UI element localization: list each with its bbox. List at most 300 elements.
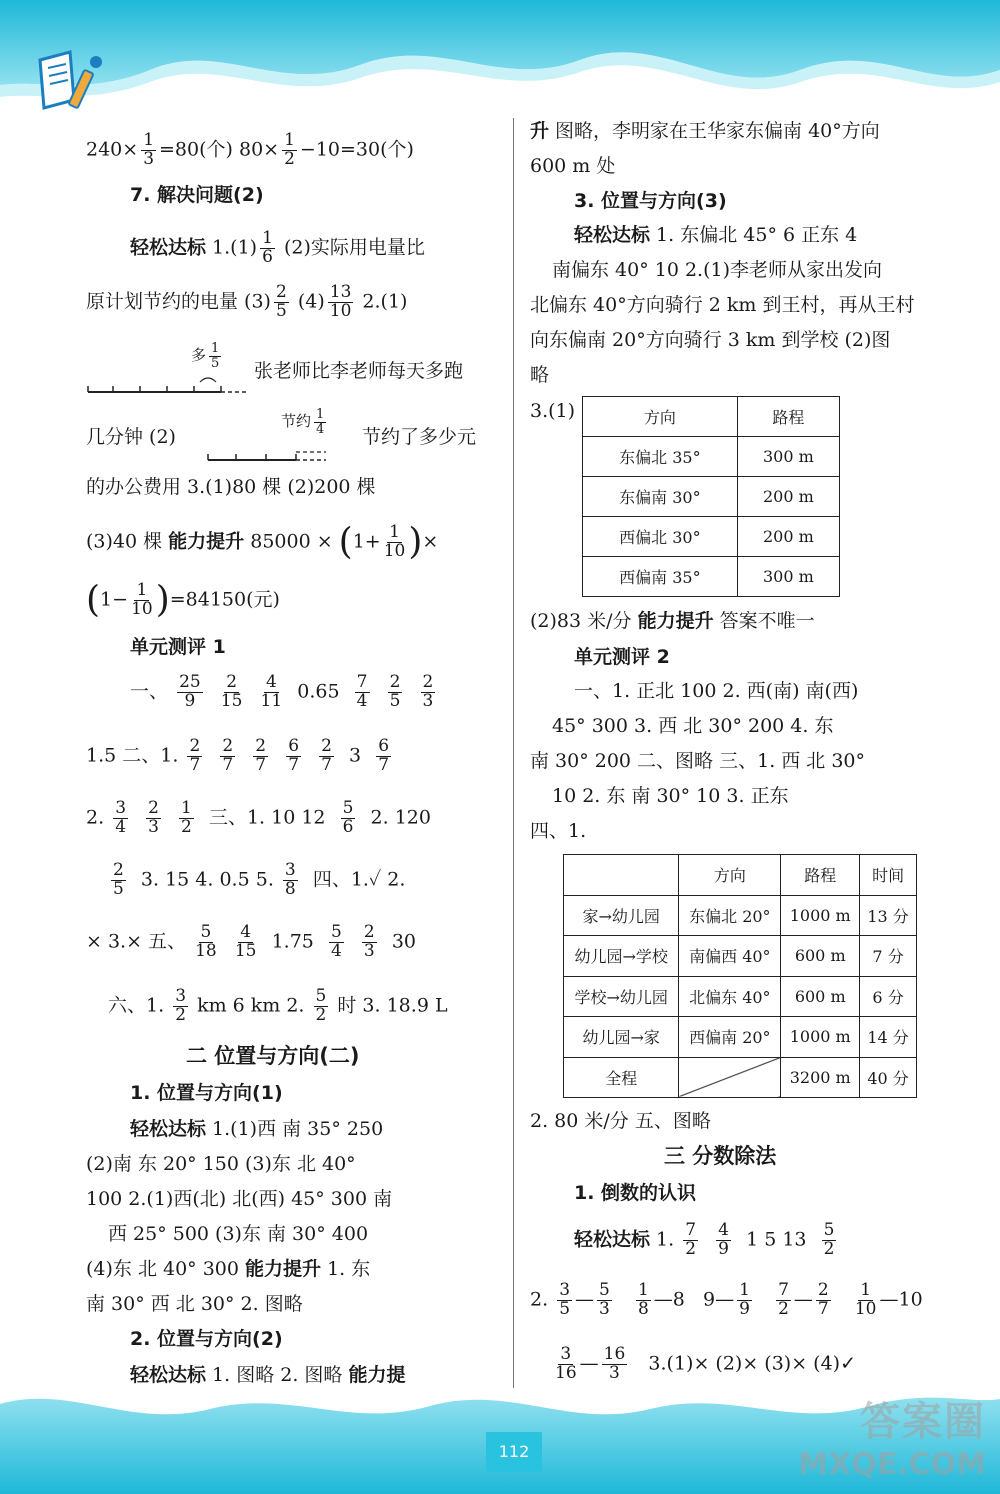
numerator: 1	[143, 130, 155, 150]
text: (2)实际用电量比	[277, 236, 425, 259]
table-cell: 全程	[564, 1057, 679, 1098]
text: −10=30(个)	[299, 138, 414, 161]
table-row	[583, 517, 840, 557]
numerator: 25	[179, 672, 201, 692]
fraction	[314, 408, 326, 436]
denominator: 15	[234, 940, 257, 961]
label-easy: 轻松达标	[130, 1364, 207, 1386]
label-easy: 轻松达标	[130, 1118, 207, 1140]
table-header-cell: 路程	[737, 397, 839, 437]
direction-distance-table	[582, 396, 840, 597]
text: 10	[898, 1288, 923, 1311]
fraction	[822, 1222, 837, 1259]
chapter-title: 二 位置与方向(二)	[186, 1044, 360, 1068]
denominator: 5	[275, 300, 287, 321]
route-table	[563, 854, 917, 1098]
fraction	[716, 1222, 731, 1259]
numerator: 2	[321, 736, 332, 756]
table-cell: 3200 m	[781, 1057, 860, 1098]
numerator: 1	[389, 522, 400, 542]
table-body	[583, 397, 840, 597]
denominator: 9	[718, 1238, 729, 1259]
answer-text: 向东偏南 20°方向骑行 3 km 到学校 (2)图	[530, 329, 891, 351]
chapter-title: 三 分数除法	[664, 1144, 777, 1168]
table-header-cell: 时间	[860, 855, 917, 896]
text: 85000 ×	[244, 530, 339, 553]
text: 1.(1)	[206, 236, 258, 259]
text: 3.(1)× (2)× (3)× (4)✓	[648, 1352, 856, 1375]
numerator: 7	[685, 1220, 697, 1240]
fraction	[195, 924, 217, 961]
section-title: 1. 位置与方向(1)	[130, 1082, 283, 1104]
numerator: 2	[275, 282, 287, 302]
answer-line	[86, 1260, 370, 1279]
answer-line	[130, 674, 438, 711]
text: 时 3. 18.9 L	[337, 994, 448, 1017]
book-pencil-icon	[30, 40, 110, 120]
fraction	[329, 924, 344, 961]
label-advanced: 能力提升	[168, 530, 245, 553]
line-diagram-1	[86, 342, 246, 402]
text: 2. 120	[370, 806, 431, 829]
denominator: 4	[356, 690, 368, 711]
answer-line	[86, 924, 416, 961]
denominator: 9	[739, 1298, 750, 1319]
table-header-cell: 方向	[679, 855, 781, 896]
fraction	[376, 738, 391, 775]
denominator: 6	[342, 816, 354, 837]
text: 30	[391, 930, 417, 953]
fraction	[260, 230, 275, 267]
denominator: 5	[211, 355, 220, 371]
numerator: 3	[284, 860, 296, 880]
text: 六、1.	[108, 994, 165, 1017]
text: 节约	[281, 412, 312, 431]
table-row	[583, 477, 840, 517]
table-cell: 1000 m	[781, 895, 860, 936]
text: 2.(1)	[356, 290, 408, 313]
section-title: 7. 解决问题(2)	[130, 184, 264, 206]
line-diagram-2	[206, 408, 346, 468]
numerator: 6	[288, 736, 300, 756]
answer-text: 南 30° 西 北 30° 2. 图略	[86, 1293, 303, 1315]
top-wave-banner	[0, 0, 1000, 130]
fraction	[319, 738, 334, 775]
table-cell: 13 分	[860, 895, 917, 936]
fraction	[384, 524, 406, 561]
fraction	[737, 1282, 752, 1319]
denominator: 8	[284, 878, 296, 899]
table-cell	[679, 1057, 781, 1098]
text: 9	[703, 1288, 716, 1311]
denominator: 15	[220, 690, 243, 711]
label-advanced: 升	[530, 120, 550, 142]
answer-text: 一、1. 正北 100 2. 西(南) 南(西)	[574, 680, 859, 702]
label-easy: 轻松达标	[574, 224, 651, 246]
fraction	[261, 674, 283, 711]
fraction	[314, 988, 329, 1025]
denominator: 18	[195, 940, 217, 961]
numerator: 1	[262, 228, 273, 248]
numerator: 5	[315, 986, 327, 1006]
table-cell: 600 m	[781, 976, 860, 1017]
table-row	[564, 1017, 917, 1058]
text: (2)83 米/分	[530, 610, 638, 632]
table-cell: 西偏南 20°	[679, 1017, 781, 1058]
numerator: 1	[181, 798, 192, 818]
denominator: 7	[288, 754, 300, 775]
answer-text: 3.(1)	[530, 400, 576, 422]
watermark	[798, 1390, 986, 1482]
table-cell: 1000 m	[781, 1017, 860, 1058]
table-cell: 家→幼儿园	[564, 895, 679, 936]
segment-line	[86, 370, 246, 400]
answer-text: 45° 300 3. 西 北 30° 200 4. 东	[552, 715, 834, 737]
fraction	[557, 1282, 572, 1319]
text: 原计划节约的电量 (3)	[86, 290, 271, 313]
fraction	[286, 738, 301, 775]
text: 1. 东偏北 45° 6 正东 4	[650, 224, 858, 246]
text: ×	[422, 530, 439, 553]
numerator: 5	[200, 922, 212, 942]
fraction	[421, 674, 436, 711]
fraction	[146, 800, 161, 837]
numerator: 1	[637, 1280, 649, 1300]
table-cell: 300 m	[737, 557, 839, 597]
fraction	[179, 800, 194, 837]
table-header-cell: 方向	[583, 397, 738, 437]
denominator: 4	[115, 816, 127, 837]
label-advanced: 能力提升	[637, 610, 714, 632]
fraction	[816, 1282, 831, 1319]
fraction	[187, 738, 202, 775]
numerator: 5	[330, 922, 342, 942]
numerator: 1	[211, 341, 220, 356]
answer-text: 北偏东 40°方向骑行 2 km 到王村，再从王村	[530, 294, 915, 316]
numerator: 1	[136, 580, 148, 600]
answer-text: 几分钟 (2)	[86, 426, 176, 448]
table-row	[564, 936, 917, 977]
fraction	[177, 674, 203, 711]
table-header-row	[564, 855, 917, 896]
denominator: 3	[143, 148, 155, 169]
denominator: 5	[559, 1298, 571, 1319]
watermark-line: MXQE.COM	[798, 1447, 986, 1482]
answer-text: 600 m 处	[530, 155, 616, 177]
denominator: 7	[321, 754, 332, 775]
denominator: 7	[378, 754, 390, 775]
numerator: 1	[316, 407, 325, 422]
page-number: 112	[486, 1432, 542, 1472]
denominator: 16	[555, 1362, 577, 1383]
answer-line	[86, 800, 431, 837]
denominator: 2	[315, 1004, 327, 1025]
denominator: 2	[778, 1298, 789, 1319]
numerator: 3	[559, 1280, 571, 1300]
numerator: 2	[817, 1280, 829, 1300]
table-cell: 6 分	[860, 976, 917, 1017]
fraction	[235, 924, 257, 961]
answer-text: 南 30° 200 二、图略 三、1. 西 北 30°	[530, 750, 866, 772]
text: 答案不唯一	[713, 610, 815, 632]
answer-text: 10 2. 东 南 30° 10 3. 正东	[552, 785, 789, 807]
text: 1.	[650, 1228, 675, 1251]
denominator: 10	[854, 1298, 877, 1319]
fraction	[253, 738, 268, 775]
denominator: 3	[599, 1298, 610, 1319]
numerator: 2	[222, 736, 234, 756]
text: 1.(1)西 南 35° 250	[206, 1118, 384, 1140]
denominator: 4	[316, 421, 325, 437]
answer-line: $\frac{3}{16}$ — $\frac{16}{3}$ 3.(1)× (2)× (3)× (4)✓	[555, 1344, 856, 1383]
answer-text: 西 25° 500 (3)东 南 30° 400	[108, 1223, 369, 1245]
watermark-line: 答案圈	[860, 1399, 986, 1445]
answer-line	[574, 226, 857, 245]
unit-test-title: 单元测评 1	[130, 636, 226, 658]
section-title: 3. 位置与方向(3)	[574, 190, 727, 212]
answer-line	[574, 1222, 839, 1259]
numerator: 5	[823, 1220, 835, 1240]
table-header-cell: 路程	[781, 855, 860, 896]
fraction	[131, 582, 153, 619]
denominator: 4	[330, 940, 342, 961]
fraction	[141, 132, 156, 169]
text: (4)东 北 40° 300	[86, 1258, 246, 1280]
numerator: 3	[115, 798, 127, 818]
fraction	[855, 1282, 877, 1319]
answer-text: 的办公费用 3.(1)80 棵 (2)200 棵	[86, 476, 376, 498]
label-advanced: 能力提升	[245, 1258, 322, 1280]
text: 多	[191, 346, 207, 365]
text: km 6 km 2.	[197, 994, 305, 1017]
numerator: 6	[378, 736, 390, 756]
table-row	[564, 976, 917, 1017]
text: (3)40 棵	[86, 530, 169, 553]
answer-line: (3)40 棵 能力提升 85000 × (1+ $\frac{1}{10}$ )×	[86, 521, 439, 563]
denominator: 3	[148, 816, 159, 837]
text: (4)	[291, 290, 325, 313]
answer-line	[86, 132, 414, 169]
fraction	[221, 674, 243, 711]
text: 1. 图略 2. 图略	[206, 1364, 349, 1386]
answer-line	[86, 579, 280, 621]
answer-line	[130, 230, 425, 267]
numerator: 2	[189, 736, 201, 756]
denominator: 5	[389, 690, 401, 711]
text: 3	[349, 744, 362, 767]
fraction	[597, 1282, 612, 1319]
table-cell: 东偏北 20°	[679, 895, 781, 936]
table-cell: 幼儿园→学校	[564, 936, 679, 977]
fraction	[113, 800, 128, 837]
numerator: 2	[113, 860, 124, 880]
table-header-row	[583, 397, 840, 437]
numerator: 2	[422, 672, 434, 692]
answer-text: 张老师比李老师每天多跑	[254, 360, 464, 382]
table-cell: 南偏西 40°	[679, 936, 781, 977]
section-title: 2. 位置与方向(2)	[130, 1328, 283, 1350]
table-cell: 600 m	[781, 936, 860, 977]
fraction	[274, 284, 289, 321]
fraction	[111, 862, 126, 899]
text: 1 5 13	[746, 1228, 807, 1251]
fraction	[283, 862, 298, 899]
numerator: 1	[284, 130, 295, 150]
text: 240×	[86, 138, 139, 161]
table-cell: 300 m	[737, 437, 839, 477]
text: 3. 15 4. 0.5 5.	[140, 868, 274, 891]
numerator: 5	[342, 798, 354, 818]
denominator: 11	[260, 690, 283, 711]
answer-line	[130, 1120, 383, 1139]
fraction	[362, 924, 377, 961]
denominator: 7	[222, 754, 234, 775]
answer-line	[108, 988, 448, 1025]
denominator: 10	[383, 540, 406, 561]
numerator: 4	[718, 1220, 729, 1240]
table-cell: 14 分	[860, 1017, 917, 1058]
table-cell: 西偏南 35°	[583, 557, 738, 597]
paren: (	[86, 579, 101, 621]
column-divider	[513, 118, 514, 1388]
numerator: 5	[599, 1280, 610, 1300]
table-row	[564, 895, 917, 936]
table-cell: 学校→幼儿园	[564, 976, 679, 1017]
fraction	[173, 988, 188, 1025]
table-header-cell	[564, 855, 679, 896]
text: 四、1.✓ 2.	[312, 868, 406, 891]
paren: )	[408, 521, 423, 563]
denominator: 5	[113, 878, 124, 899]
answer-line	[86, 738, 394, 775]
denominator: 6	[262, 246, 273, 267]
table-cell: 200 m	[737, 517, 839, 557]
label-easy: 轻松达标	[130, 236, 207, 259]
fraction	[341, 800, 356, 837]
numerator: 13	[329, 282, 352, 302]
table-cell: 西偏北 30°	[583, 517, 738, 557]
text: 图略，李明家在王华家东偏南 40°方向	[549, 120, 880, 142]
numerator: 4	[265, 672, 277, 692]
paren: (	[338, 521, 353, 563]
text: 三、1. 10 12	[208, 806, 326, 829]
denominator: 2	[284, 148, 295, 169]
denominator: 7	[817, 1298, 829, 1319]
table-row	[564, 1057, 917, 1098]
table-body	[564, 855, 917, 1098]
segment-line	[206, 438, 346, 468]
text: =84150(元)	[169, 588, 280, 611]
fraction	[776, 1282, 791, 1319]
text: 1.75	[271, 930, 314, 953]
section-title: 1. 倒数的认识	[574, 1182, 697, 1204]
text: 1. 东	[321, 1258, 371, 1280]
fraction	[388, 674, 403, 711]
table-row	[583, 437, 840, 477]
text: 1.5 二、1.	[86, 744, 179, 767]
table-cell: 40 分	[860, 1057, 917, 1098]
fraction	[636, 1282, 651, 1319]
denominator: 3	[422, 690, 434, 711]
answer-text: 2. 80 米/分 五、图略	[530, 1110, 711, 1132]
table-cell: 幼儿园→家	[564, 1017, 679, 1058]
fraction	[209, 342, 221, 370]
label-easy: 轻松达标	[574, 1228, 651, 1251]
denominator: 2	[181, 816, 192, 837]
numerator: 2	[389, 672, 401, 692]
numerator: 3	[560, 1344, 572, 1364]
answer-line	[108, 862, 405, 899]
text: 2.	[86, 806, 105, 829]
fraction	[282, 132, 297, 169]
answer-line	[530, 122, 880, 141]
answer-text: 100 2.(1)西(北) 北(西) 45° 300 南	[86, 1188, 393, 1210]
answer-text: (2)南 东 20° 150 (3)东 北 40°	[86, 1153, 356, 1175]
answer-line	[530, 612, 815, 631]
text: × 3.× 五、	[86, 930, 187, 953]
table-cell: 7 分	[860, 936, 917, 977]
numerator: 2	[255, 736, 267, 756]
unit-test-title: 单元测评 2	[574, 646, 670, 668]
fraction	[683, 1222, 698, 1259]
answer-text: 略	[530, 364, 550, 386]
table-cell: 北偏东 40°	[679, 976, 781, 1017]
answer-text: 四、1.	[530, 820, 587, 842]
text: 一、	[130, 680, 169, 703]
denominator: 3	[363, 940, 375, 961]
fraction	[355, 674, 370, 711]
denominator: 3	[609, 1362, 620, 1383]
label-advanced: 能力提	[348, 1364, 406, 1386]
numerator: 7	[778, 1280, 789, 1300]
numerator: 7	[356, 672, 368, 692]
denominator: 8	[637, 1298, 649, 1319]
text: 8	[672, 1288, 685, 1311]
numerator: 1	[739, 1280, 750, 1300]
denominator: 7	[189, 754, 201, 775]
numerator: 4	[240, 922, 252, 942]
denominator: 9	[184, 690, 196, 711]
numerator: 2	[226, 672, 238, 692]
denominator: 2	[685, 1238, 697, 1259]
fraction	[328, 284, 354, 321]
denominator: 2	[823, 1238, 835, 1259]
numerator: 2	[363, 922, 375, 942]
text: 1−	[100, 588, 129, 611]
table-cell: 东偏北 35°	[583, 437, 738, 477]
answer-text: 节约了多少元	[362, 426, 477, 448]
text: 0.65	[297, 680, 340, 703]
fraction	[220, 738, 235, 775]
denominator: 7	[255, 754, 267, 775]
diagram-label	[191, 342, 224, 370]
denominator: 10	[131, 598, 153, 619]
table-cell: 东偏南 30°	[583, 477, 738, 517]
denominator: 10	[329, 300, 352, 321]
numerator: 16	[603, 1344, 626, 1364]
text: 2.	[530, 1288, 549, 1311]
table-cell: 200 m	[737, 477, 839, 517]
table-row	[583, 557, 840, 597]
paren: )	[155, 579, 170, 621]
numerator: 3	[175, 986, 187, 1006]
text: =80(个) 80×	[159, 138, 280, 161]
answer-line	[86, 284, 407, 321]
denominator: 2	[175, 1004, 187, 1025]
answer-text: 南偏东 40° 10 2.(1)李老师从家出发向	[552, 259, 883, 281]
numerator: 1	[860, 1280, 872, 1300]
answer-line: 2. $\frac{3}{5}$ — $\frac{5}{3}$ $\frac{1}{8}$ —8 9— $\frac{1}{9}$ $\frac{7}{2}$ — $\frac{2}{7}$ $\frac{1}{10}$ —10	[530, 1280, 923, 1319]
